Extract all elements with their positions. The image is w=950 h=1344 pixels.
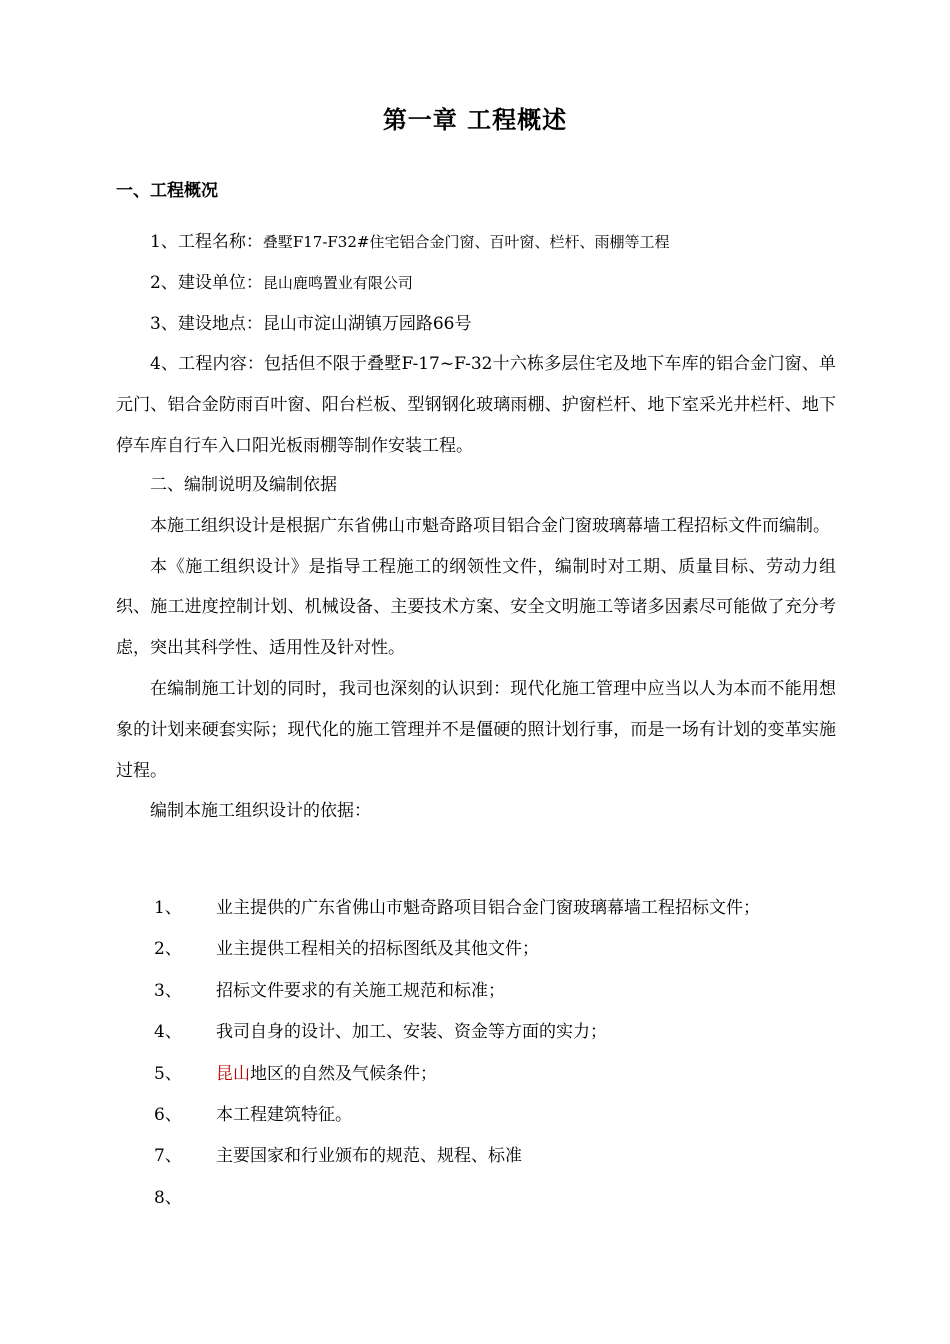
list-item xyxy=(116,1095,836,1136)
list-item xyxy=(116,929,836,970)
compilation-paragraph-1: 本施工组织设计是根据广东省佛山市魁奇路项目铝合金门窗玻璃幕墙工程招标文件而编制。 xyxy=(150,515,830,536)
list-item-number: 1、 xyxy=(154,898,182,918)
compilation-paragraph-3: 在编制施工计划的同时，我司也深刻的认识到：现代化施工管理中应当以人为本而不能用想象的计划来硬套实际；现代化的施工管理并不是僵硬的照计划行事，而是一场有计划的变革实施过程。 xyxy=(116,678,836,781)
list-item-number: 6、 xyxy=(154,1104,182,1125)
list-item xyxy=(116,1178,836,1219)
list-item xyxy=(116,888,836,929)
list-item-number: 7、 xyxy=(154,1146,182,1167)
developer-value: 昆山鹿鸣置业有限公司 xyxy=(262,273,413,292)
project-name-value: 叠墅F17-F32#住宅铝合金门窗、百叶窗、栏杆、雨棚等工程 xyxy=(262,233,670,251)
list-item xyxy=(116,1012,836,1053)
scope-label: 4、工程内容： xyxy=(150,354,265,375)
list-item-text xyxy=(216,1178,836,1219)
list-item-text-rest: 地区的自然及气候条件； xyxy=(250,1063,437,1084)
highlighted-place-name: 昆山 xyxy=(216,1063,250,1084)
location-label: 3、建设地点： xyxy=(150,313,263,334)
compilation-block xyxy=(116,465,836,832)
list-item-text: 主要国家和行业颁布的规范、规程、标准 xyxy=(216,1146,522,1167)
list-item-text: 招标文件要求的有关施工规范和标准； xyxy=(216,980,505,1001)
developer-label: 2、建设单位： xyxy=(150,272,263,293)
basis-intro: 编制本施工组织设计的依据： xyxy=(150,801,371,822)
location-line xyxy=(116,304,836,345)
basis-list xyxy=(116,888,836,1219)
list-item-number: 5、 xyxy=(154,1063,182,1084)
list-item-text: 业主提供的广东省佛山市魁奇路项目铝合金门窗玻璃幕墙工程招标文件； xyxy=(216,898,760,918)
section-heading-compilation: 二、编制说明及编制依据 xyxy=(150,475,337,495)
developer-line xyxy=(116,263,836,304)
list-item-number: 8、 xyxy=(154,1187,182,1208)
location-value: 昆山市淀山湖镇万园路66号 xyxy=(262,313,472,334)
list-item-text xyxy=(216,1054,836,1095)
list-item-text: 业主提供工程相关的招标图纸及其他文件； xyxy=(216,939,539,960)
list-item-number: 2、 xyxy=(154,939,182,960)
section-heading-overview: 一、工程概况 xyxy=(116,181,218,201)
chapter-title: 第一章 工程概述 xyxy=(382,106,568,134)
project-info-block xyxy=(116,222,836,467)
compilation-paragraph-2: 本《施工组织设计》是指导工程施工的纲领性文件，编制时对工期、质量目标、劳动力组织、施工进度控制计划、机械设备、主要技术方案、安全文明施工等诸多因素尽可能做了充分考虑，突出其科学性、适用性及针对性。 xyxy=(116,556,836,659)
project-name-label: 1、工程名称： xyxy=(150,232,263,252)
list-item xyxy=(116,971,836,1012)
list-item-number: 4、 xyxy=(154,1022,182,1043)
list-item-text: 本工程建筑特征。 xyxy=(216,1104,352,1125)
list-item-text: 我司自身的设计、加工、安装、资金等方面的实力； xyxy=(216,1022,607,1043)
scope-paragraph xyxy=(116,344,836,466)
list-item-number: 3、 xyxy=(154,980,182,1001)
project-name-line xyxy=(116,222,836,263)
list-item xyxy=(116,1136,836,1177)
scope-value: 包括但不限于叠墅F-17~F-32十六栋多层住宅及地下车库的铝合金门窗、单元门、铝合金防雨百叶窗、阳台栏板、型钢钢化玻璃雨棚、护窗栏杆、地下室采光井栏杆、地下停车库自行车入口阳光板雨棚等制作安装工程。 xyxy=(116,354,836,456)
list-item xyxy=(116,1054,836,1095)
